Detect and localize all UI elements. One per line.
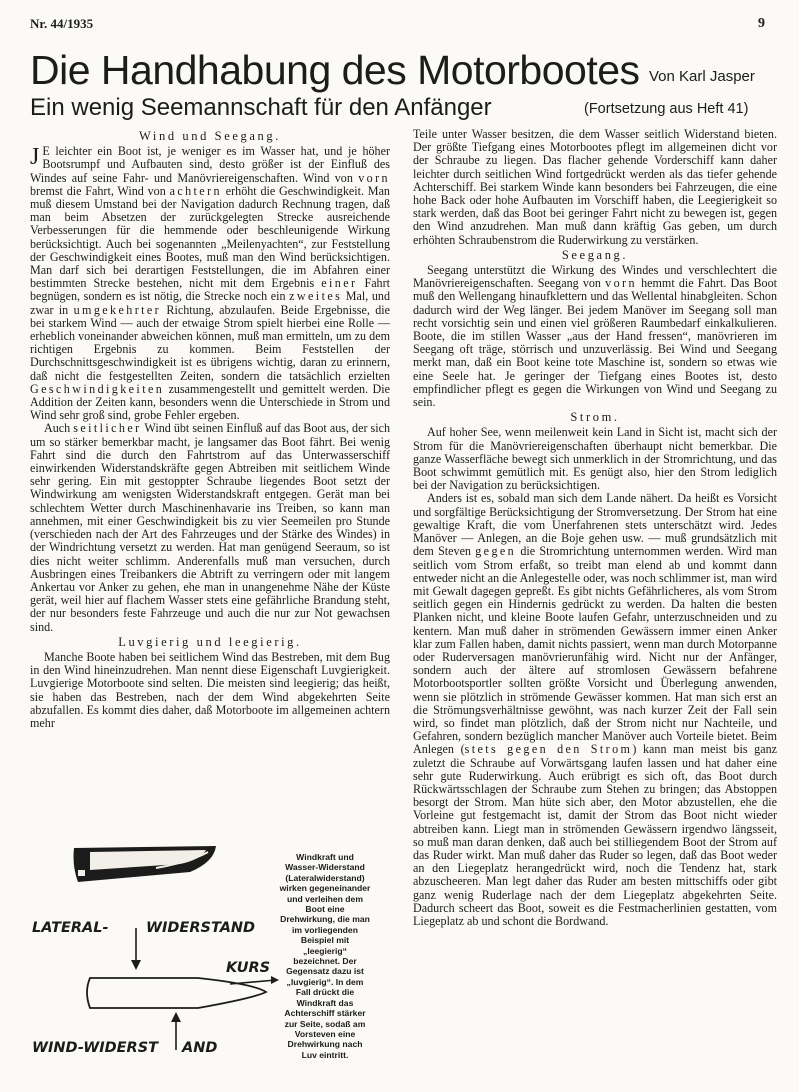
text-run: Auch [44,421,74,436]
text-run: ) kann man meist bis ganz zuletzt die Schraube auf Vorwärtsgang laufen lassen und hat daher eine sehr gute Ruderwirkung. Auch erübrigt es sich oft, das Boot durch Rückwärtsschlagen der Schraube zum Stehen zu bringen; das Abstoppen besorgt der Strom. Man hüte sich aber, den Motor abzustellen, ehe die Vorleine gut festgemacht ist, damit der Strom das Boot nicht wieder abtreiben kann. Liegt man in strömenden Gewässern irgendwo längsseit, so muß man daran denken, daß auch bei stilliegendem Boot der Strom auf das Ruder wirkt. Man muß daher das Ruder so legen, daß das Boot weder an den Liegeplatz herangedrückt wird, noch die Tendenz hat, stark abzuscheeren. Man legt daher das Ruder am besten mittschiffs oder gibt ganz wenig Ruderlage nach der dem Liegeplatz abgekehrten Seite. Dadurch scheert das Boot, soweit es die Festmacherlinien gestatten, vom Liegeplatz ab und schont die Bordwand. [413,742,777,928]
text-run: erhöht die Geschwindigkeit. Man muß diesem Umstand bei der Navigation dadurch Rechnung tragen, daß man beim Absetzen der zurückgelegten Strecke ausreichende Verbesserungen für die hemmende oder beschleunigende Wirkung berücksichtigt. Auch bei sogenannten „Meilenyachten“, zur Feststellung der Geschwindigkeit eines Bootes, muß man den Wind berücksichtigen. Man darf sich bei derartigen Feststellungen, die im Abfahren einer bestimmten Strecke bestehen, nicht mit dem Ergebnis [30,183,390,291]
text-run: bremst die Fahrt, Wind von [30,183,170,198]
spaced-word: einer [321,276,358,291]
left-column [30,128,390,730]
spaced-word: zweites [289,289,343,304]
page-number-left: Nr. 44/1935 [30,16,94,31]
spaced-word: vorn [605,276,637,291]
spaced-word: umgekehrter [73,302,162,317]
course-arrowhead [271,976,279,984]
text-run: Anders ist es, sobald man sich dem Lande nähert. Da heißt es Vorsicht und sorgfältige Berücksichtigung der Stromversetzung. Der Strom hat eine gewaltige Kraft, die vom Unerfahrenen stets unterschätzt wird. Jedes Manöver — Anlegen, an die Boje gehen usw. — muß grundsätzlich mit dem Steven [413,491,777,559]
page-number-right: 9 [758,16,765,31]
spaced-word: gegen [475,544,517,559]
paragraph [30,422,390,633]
paragraph [413,264,777,409]
spaced-word: vorn [358,170,390,185]
spaced-word: Geschwindigkeiten [30,381,165,396]
boat-force-diagram [30,832,280,1064]
section-heading-strom: Strom. [570,410,620,425]
section-heading-wind: Wind und Seegang. [139,129,281,143]
label-lateral: LATERAL- [32,920,109,936]
text-run: Wind übt seinen Einfluß auf das Boot aus, der sich um so stärker bemerkbar macht, je langsamer das Boot fährt. Bei wenig Fahrt sind die durch den Fahrtstrom auf das Unterwasserschiff einwirkenden Widerstandskräfte gegen Abtreiben mit seitlichem Winde sehr gering. Ein mit gestoppter Schraube liegendes Boot setzt der Windwirkung am wenigsten Widerstandskraft entgegen. Gerät man bei schlechtem Wetter durch Maschinenhavarie ins Treiben, so kann man annehmen, mit einer Geschwindigkeit bis zu vier Seemeilen pro Stunde (verschieden nach der Art des Fahrzeuges und der Stärke des Windes) in der Windrichtung versetzt zu werden. Hat man genügend Seeraum, so ist dies nicht weiter schlimm. Anderenfalls muß man versuchen, durch Ausbringen eines Treibankers die Abtrift zu verringern oder mit langem Ankertau vor Anker zu gehen, ehe man in unangenehme Nähe der Küste gerät, weil hier auf flachem Wasser stets eine gefährliche Brandung steht, der nur besonders feste Fahrzeuge und auch die nur zur Not gewachsen sind. [30,421,390,634]
lateral-arrowhead [131,960,141,970]
label-kurs: KURS [226,960,271,976]
figure-caption: Windkraft und Wasser-Widerstand (Lateralwiderstand) wirken gegeneinander und verleihen dem Boot eine Drehwirkung, die man im vorliegenden Beispiel mit „leegierig“ bezeichnet. Der Gegensatz dazu ist „luvgierig“. In dem Fall drückt die Windkraft das Achterschiff stärker zur Seite, sodaß am Vorsteven eine Drehwirkung nach Luv eintritt. [279,852,371,1060]
text-run: Mal, und zwar in [30,289,390,317]
text-run: die Stromrichtung unternommen werden. Wird man seitlich vom Strom erfaßt, so treibt man elend ab und kommt dann entweder nicht an die Anlegestelle oder, was noch schlimmer ist, man wird mit Gewalt dagegen gepreßt. Es gibt nichts Gefährlicheres, als vom Strom seitlich gegen ein Hindernis gedrückt zu werden. Da halten die besten Planken nicht, und kleine Boote laufen Gefahr, unterzuschneiden und zu kentern. Man muß daher in strömenden Gewässern immer einen Anker klar zum Fallen haben, damit nichts passiert, wenn man durch Motorpanne oder Ruderversagen manövrierunfähig wird. Nicht nur der Anfänger, sondern auch der ältere auf stromlosen Gewässern befahrene Motorbootsportler sollten größte Vorsicht und Überlegung anwenden, wenn sie plötzlich in strömende Gewässer kommen. Hat man sich erst an die Strömungsverhältnisse gewöhnt, was nach kurzer Zeit der Fall sein wird, so findet man plötzlich, daß der Strom nicht nur Nachteile, und Gefahren, sondern bezüglich mancher Manöver auch Vorteile bietet. Beim Anlegen ( [413,544,777,757]
paragraph [30,145,390,422]
text-run: hemmt die Fahrt. Das Boot muß den Wellengang hinaufklettern und das Wellental hinabgleiten. Schon dadurch wird der Weg länger. Bei jedem Manöver im Seegang soll man recht vorsichtig sein und einen viel größeren Raumbedarf einkalkulieren. Boote, die im stillen Wasser „aus der Hand fressen“, manövrieren im Seegang oft träge, störrisch und unzuverlässig. Bei Wind und Seegang merkt man, daß ein Boot keine tote Maschine ist, sondern so etwas wie eine Seele hat. Je geringer der Tiefgang eines Bootes ist, desto empfindlicher pflegt es gegen die Wirkungen von Wind und Seegang zu sein. [413,276,777,410]
course-line [230,980,276,984]
article-title: Die Handhabung des Motorbootes [30,47,640,93]
spaced-word: seitlicher [73,421,142,436]
article-subtitle: Ein wenig Seemannschaft für den Anfänger [30,94,492,121]
section-heading-luvgierig: Luvgierig und leegierig. [118,634,302,649]
spaced-word: achtern [169,183,222,198]
text-run: E leichter ein Boot ist, je weniger es im Wasser hat, und je höher Bootsrumpf und Aufbauten sind, desto größer ist der Einfluß des Windes auf seine Fahr- und Manövriereigenschaften. Wind von [30,144,390,185]
paragraph: Auf hoher See, wenn meilenweit kein Land in Sicht ist, macht sich der Strom für die Manövriereigenschaften überhaupt nicht bemerkbar. Die ganze Wasserfläche bewegt sich unmerklich in der Stromrichtung, und das Boot schwimmt gemütlich mit. Es genügt also, hier den Strom lediglich bei der Navigation zu berücksichtigen. [413,425,777,493]
section-heading-seegang: Seegang. [561,247,629,262]
rudder-mark [78,870,85,876]
spaced-word: stets gegen den Strom [464,742,633,757]
drop-cap: J [30,144,40,171]
continuation-note: (Fortsetzung aus Heft 41) [584,101,749,117]
paragraph [413,492,777,928]
paragraph: Manche Boote haben bei seitlichem Wind das Bestreben, mit dem Bug in den Wind hineinzudrehen. Man nennt diese Eigenschaft Luvgierigkeit. Luvgierige Motorboote sind selten. Die meisten sind leegierig; das heißt, sie haben das Bestreben, nach der dem Wind abgekehrten Seite abzufallen. Es kommt dies daher, daß Motorboote im allgemeinen achtern mehr [30,649,390,730]
paragraph: Teile unter Wasser besitzen, die dem Wasser seitlich Widerstand bieten. Der größte Tiefgang eines Motorbootes pflegt im allgemeinen dicht vor der Schraube zu liegen. Das flacher gehende Vorderschiff kann daher leichter durch seitlichen Wind fortgedrückt werden als das tiefer gehende Achterschiff. Bei starkem Winde kann besonders bei Fahrzeugen, die eine hohe Back oder hohe Aufbauten im Vorschiff haben, die Leegierigkeit so stark werden, daß das Boot bei geringer Fahrt nicht zu bewegen ist, gegen den Wind anzudrehen. Man muß dann kräftig Gas geben, um durch erhöhten Schraubenstrom die Ruderwirkung zu verstärken. [413,127,777,247]
text-run: Richtung, abzulaufen. Beide Ergebnisse, die bei starkem Wind — auch der etwaige Strom spielt hierbei eine Rolle — erheblich voneinander abweichen können, muß man ermitteln, um zu dem richtigen Ergebnis zu kommen. Beim Feststellen der Durchschnittsgeschwindigkeit ist es übrigens wichtig, daran zu erinnern, daß nicht die festgestellten Zeiten, sondern die tatsächlich erzielten [30,302,390,383]
label-wind-widerstand-b: AND [182,1040,218,1056]
right-column [413,128,777,928]
label-widerstand: WIDERSTAND [146,920,256,936]
wind-arrowhead [171,1012,181,1022]
text-run: Fahrt begnügen, sondern es ist nötig, die Strecke noch ein [30,276,390,304]
label-wind-widerstand-a: WIND-WIDERST [32,1040,159,1056]
text-run: Seegang unterstützt die Wirkung des Windes und verschlechtert die Manövriereigenschaften. Seegang von [413,263,777,291]
text-run: zusammengestellt und gemittelt werden. Die Addition der Zeiten kann, besonders wenn die Unterschiede in Strom und Wind sehr groß sind, grobe Fehler ergeben. [30,381,390,423]
article-author: Von Karl Jasper [649,68,755,85]
